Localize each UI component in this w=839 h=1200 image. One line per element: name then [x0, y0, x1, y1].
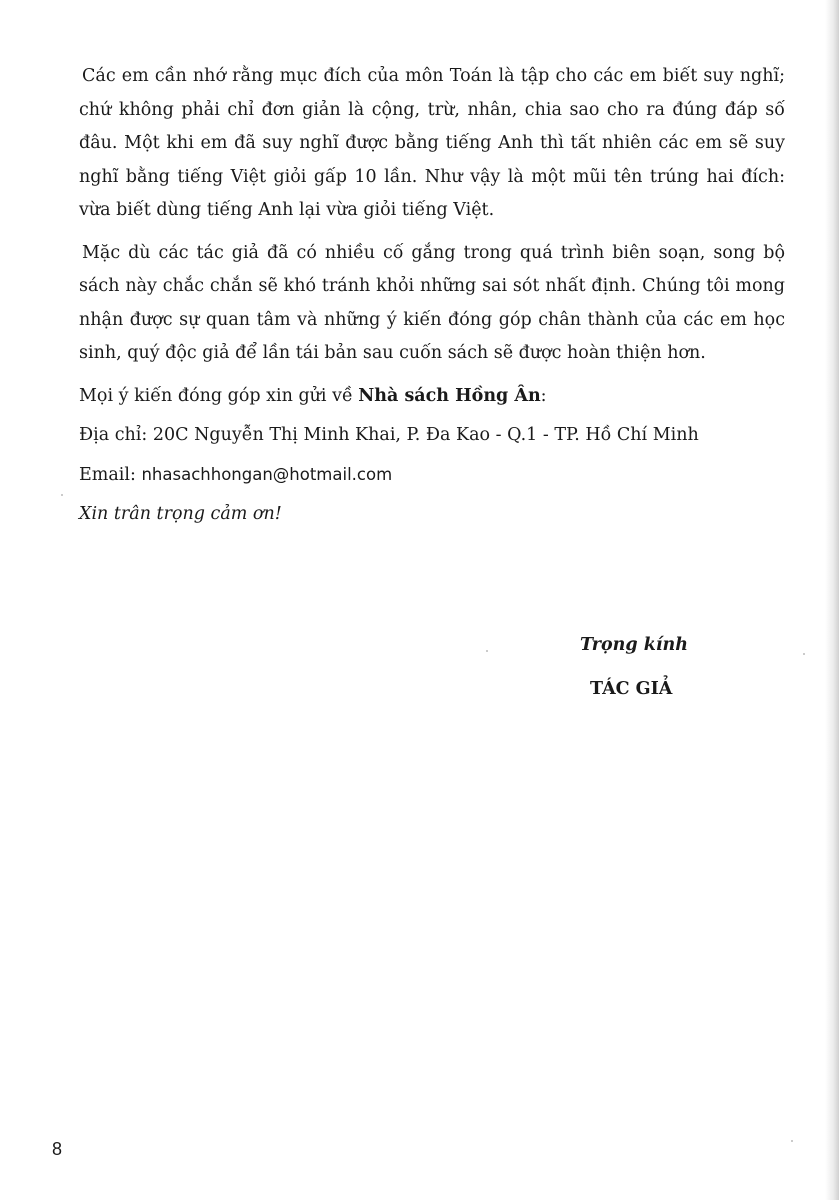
preface-body: [79, 60, 785, 537]
paragraph-apology: Mặc dù các tác giả đã có nhiều cố gắng trong quá trình biên soạn, song bộ sách này chắc chắn sẽ khó tránh khỏi những sai sót nhất định. Chúng tôi mong nhận được sự quan tâm và những ý kiến đóng góp chân thành của các em học sinh, quý độc giả để lần tái bản sau cuốn sách sẽ được hoàn thiện hơn.: [79, 242, 785, 363]
publisher-name: Nhà sách Hồng Ân: [358, 385, 541, 406]
contact-address: Địa chỉ: 20C Nguyễn Thị Minh Khai, P. Đa Kao - Q.1 - TP. Hồ Chí Minh: [79, 424, 699, 445]
signoff-author: TÁC GIẢ: [590, 679, 673, 699]
contact-intro-colon: :: [540, 385, 547, 406]
paper-speck: [486, 650, 488, 652]
paper-speck: [803, 653, 805, 655]
contact-email-line: [79, 458, 785, 492]
signoff-block: [578, 630, 758, 704]
page-number: 8: [52, 1139, 63, 1159]
paragraph-math-purpose: Các em cần nhớ rằng mục đích của môn Toán là tập cho các em biết suy nghĩ; chứ không phải chỉ đơn giản là cộng, trừ, nhân, chia sao cho ra đúng đáp số đâu. Một khi em đã suy nghĩ được bằng tiếng Anh thì tất nhiên các em sẽ suy nghĩ bằng tiếng Việt giỏi gấp 10 lần. Như vậy là một mũi tên trúng hai đích: vừa biết dùng tiếng Anh lại vừa giỏi tiếng Việt.: [79, 66, 785, 220]
email-label: Email:: [79, 464, 142, 485]
page-edge-shadow: [825, 0, 839, 1200]
paper-speck: [791, 1140, 793, 1142]
thanks-line: Xin trân trọng cảm ơn!: [79, 503, 282, 524]
contact-intro-text: Mọi ý kiến đóng góp xin gửi về: [79, 385, 359, 406]
signoff-greeting: Trọng kính: [580, 635, 688, 655]
contact-intro: [79, 380, 785, 413]
paper-speck: [61, 494, 63, 496]
email-address: nhasachhongan@hotmail.com: [141, 464, 393, 484]
